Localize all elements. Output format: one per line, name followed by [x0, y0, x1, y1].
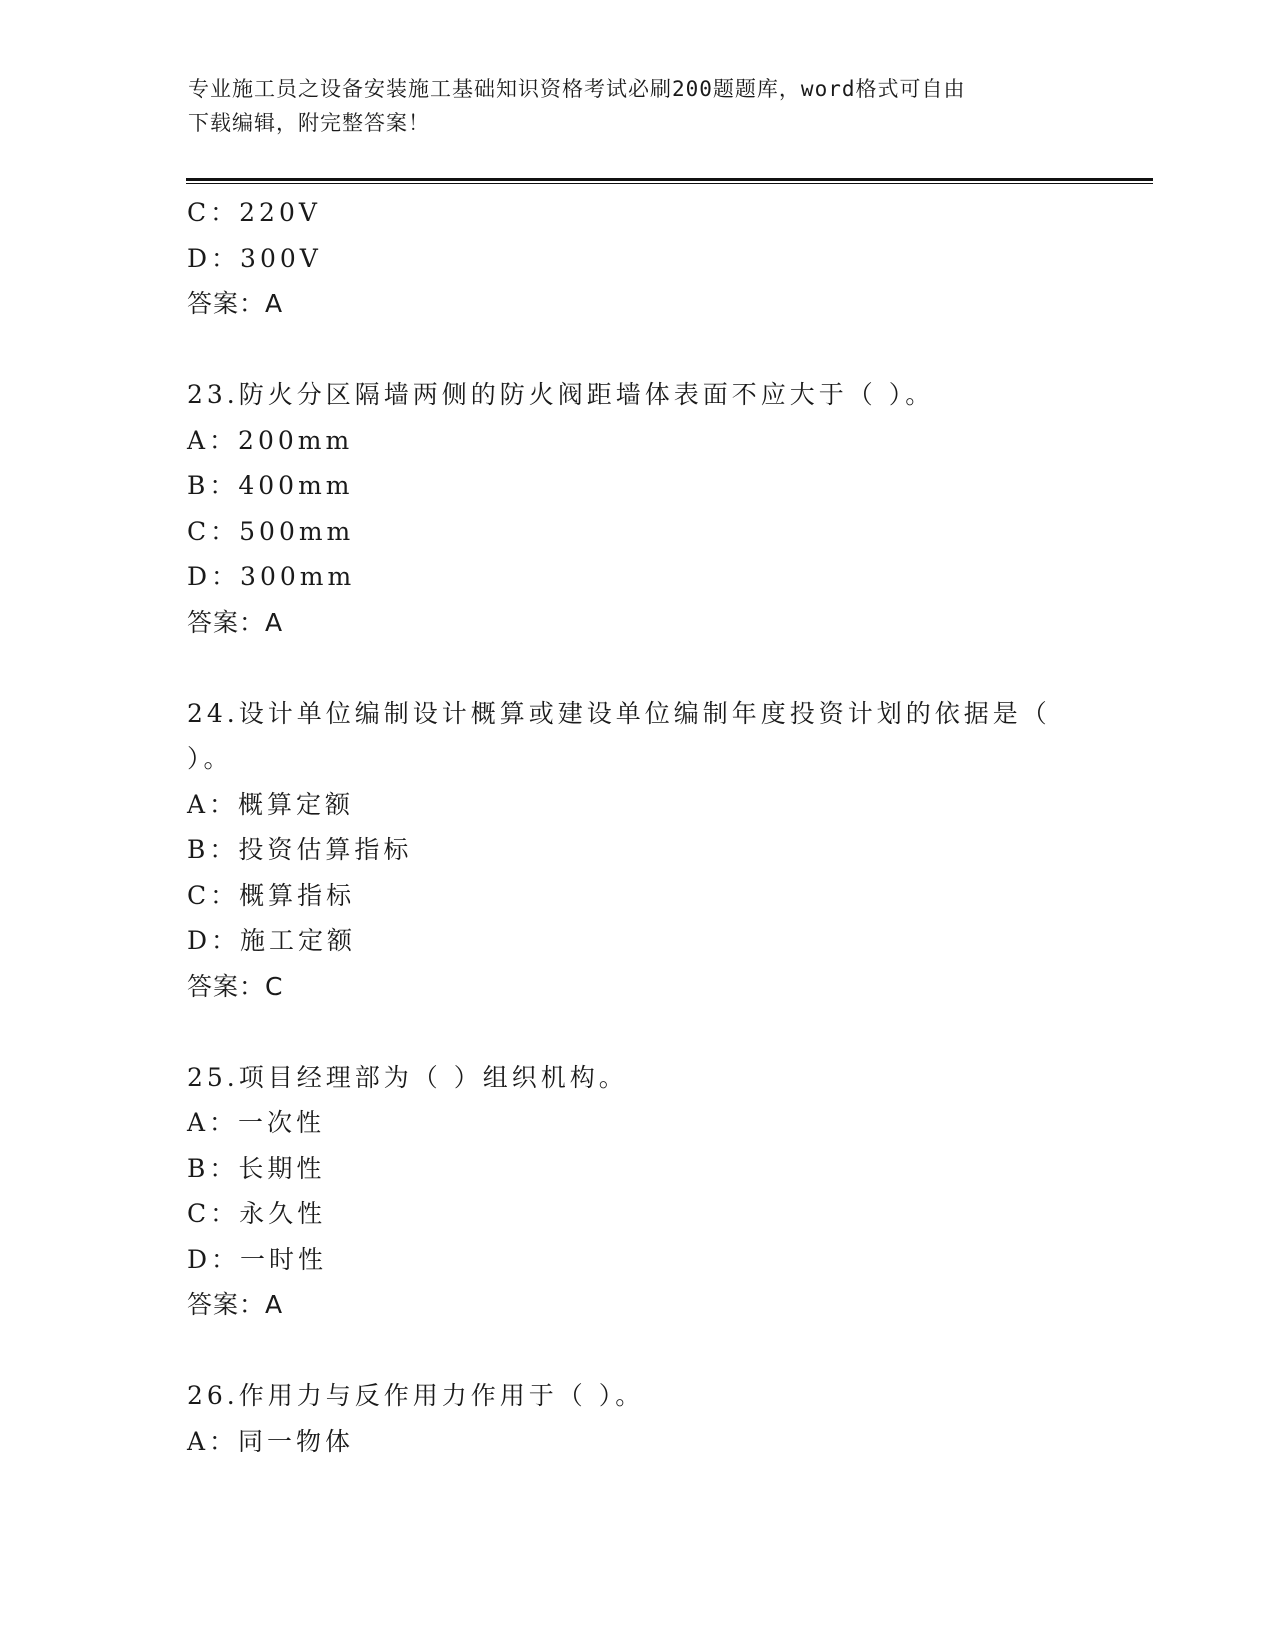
option: C：概算指标: [187, 880, 356, 910]
question-text: 25.项目经理部为（ ）组织机构。: [187, 1062, 628, 1092]
option: C：永久性: [187, 1199, 327, 1228]
option: A：概算定额: [187, 789, 355, 819]
question-text: 24.设计单位编制设计概算或建设单位编制年度投资计划的依据是（: [187, 698, 1051, 728]
option: D：300mm: [187, 562, 356, 591]
question-23: [187, 372, 1067, 645]
option: D：一时性: [187, 1244, 328, 1274]
option: C：500mm: [187, 516, 355, 546]
header-line-2: 下载编辑，附完整答案！: [188, 111, 430, 135]
option: D：施工定额: [187, 926, 357, 955]
header-rule-thin: [186, 183, 1153, 184]
answer: 答案：A: [187, 607, 284, 637]
question-24: [187, 691, 1067, 1010]
answer: 答案：A: [187, 1290, 284, 1319]
header-line-1: 专业施工员之设备安装施工基础知识资格考试必刷200题题库，word格式可自由: [188, 77, 966, 101]
option: B：投资估算指标: [187, 835, 413, 864]
continued-question: [187, 190, 1067, 327]
question-list: [187, 190, 1067, 1464]
option: A：200mm: [187, 425, 354, 455]
document-header: [188, 72, 1068, 140]
answer: 答案：A: [187, 289, 284, 318]
option: D：300V: [187, 243, 322, 273]
answer: 答案：C: [187, 971, 284, 1001]
option: C：220V: [187, 198, 321, 227]
header-rule-thick: [186, 178, 1153, 181]
question-text-continued: ）。: [187, 744, 233, 773]
question-26: [187, 1373, 1067, 1464]
option: B：400mm: [187, 471, 354, 500]
option: A：一次性: [187, 1108, 326, 1137]
option: A：同一物体: [187, 1426, 355, 1456]
question-25: [187, 1055, 1067, 1328]
question-text: 26.作用力与反作用力作用于（ ）。: [187, 1381, 645, 1410]
option: B：长期性: [187, 1153, 326, 1183]
question-text: 23.防火分区隔墙两侧的防火阀距墙体表面不应大于（ ）。: [187, 380, 935, 409]
